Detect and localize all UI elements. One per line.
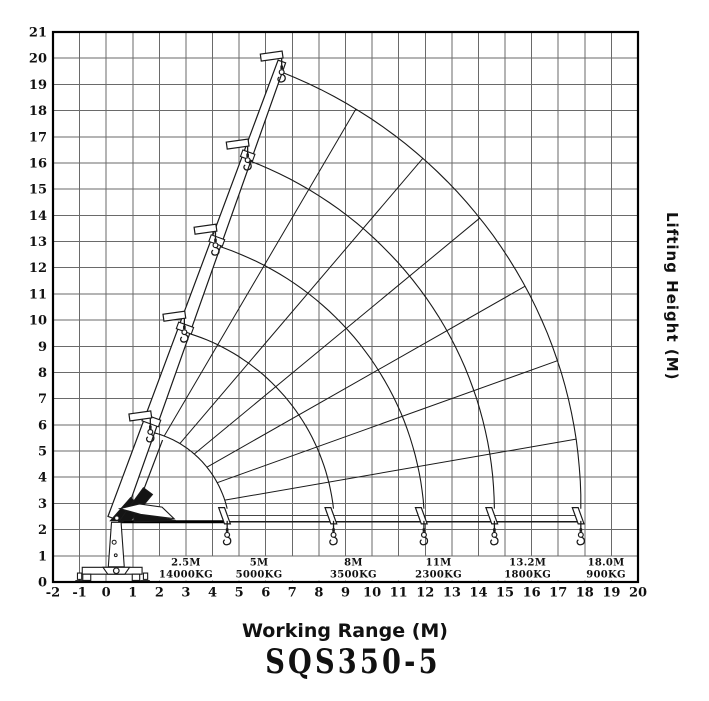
y-tick-label: 12 [28,261,47,277]
load-capacity-label: 3500KG [330,569,377,581]
x-tick-label: -1 [72,585,87,601]
x-tick-label: 18 [575,585,594,601]
boom-length-label: 8M [344,557,363,569]
load-capacity-label: 1800KG [504,569,552,581]
y-tick-label: 2 [37,523,47,539]
x-tick-label: 7 [287,585,297,601]
y-tick-label: 0 [37,575,47,591]
boom-horizontal [118,515,579,521]
x-tick-label: 13 [442,585,461,601]
x-tick-label: 19 [602,585,621,601]
y-tick-label: 8 [37,365,47,381]
x-axis-ticks [46,586,647,601]
capacity-label [504,558,551,581]
boom-outline [108,60,286,522]
x-tick-label: 15 [495,585,515,601]
y-tick-label: 19 [28,77,47,93]
x-tick-label: 11 [389,585,408,601]
y-tick-label: 10 [28,313,47,329]
capacity-label [586,558,626,581]
y-tick-label: 7 [37,392,47,408]
load-capacity-label: 2300KG [415,569,463,581]
x-tick-label: 20 [628,585,648,601]
x-axis-title: Working Range (M) [242,620,448,642]
y-tick-label: 15 [28,182,47,198]
boom-max-elevation [108,60,286,522]
y-axis-title: Lifting Height (M) [663,212,681,381]
y-tick-label: 13 [28,235,47,251]
y-tick-label: 21 [28,25,47,41]
x-tick-label: 5 [234,585,244,601]
x-tick-label: 3 [181,585,191,601]
y-axis-ticks [29,26,47,591]
boom-angle-lines [164,109,576,500]
horizontal-tip-heads [219,508,585,545]
y-tick-label: 14 [28,208,47,224]
y-tick-label: 18 [28,104,47,120]
boom-length-label: 13.2M [509,557,547,569]
x-tick-label: 8 [314,585,324,601]
x-tick-label: 6 [261,585,271,601]
x-tick-label: 2 [154,585,164,601]
x-tick-label: -2 [45,585,61,601]
boom-length-label: 18.0M [587,557,625,569]
x-tick-label: 16 [522,585,541,601]
model-title: SQS350-5 [265,642,441,682]
x-tick-label: 10 [363,585,382,601]
x-tick-label: 14 [469,585,488,601]
load-capacity-label: 900KG [586,569,626,581]
load-capacity-label: 5000KG [235,569,283,581]
boom-length-label: 2.5M [171,557,201,569]
y-tick-label: 3 [37,496,47,512]
x-tick-label: 12 [416,585,435,601]
x-tick-label: 9 [340,585,351,601]
y-tick-label: 1 [37,549,47,565]
y-tick-label: 16 [28,156,47,172]
x-tick-label: 0 [101,585,111,601]
boom-length-label: 5M [249,557,269,569]
capacity-band [153,557,636,581]
y-tick-label: 5 [37,444,47,460]
y-tick-label: 6 [37,418,47,434]
y-tick-label: 11 [28,287,47,303]
boom-head [260,51,283,61]
y-tick-label: 20 [28,51,47,67]
x-tick-label: 17 [549,585,568,601]
x-tick-label: 1 [128,585,138,601]
y-tick-label: 9 [37,339,47,355]
load-radius-curves [150,72,581,509]
boom-length-label: 11M [425,557,452,569]
load-capacity-label: 14000KG [158,569,214,581]
y-tick-label: 4 [37,470,47,486]
y-tick-label: 17 [28,130,47,146]
x-tick-label: 4 [208,585,218,601]
